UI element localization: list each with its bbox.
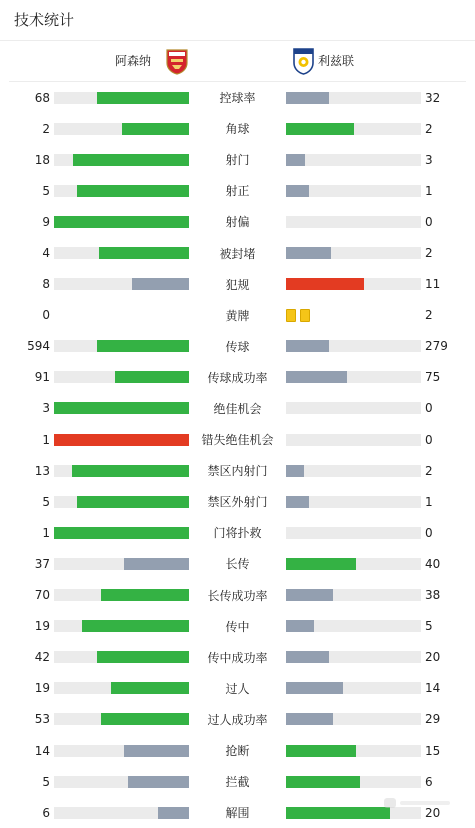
home-stat-bar-fill: [101, 589, 189, 601]
stat-row: [0, 766, 475, 797]
stat-row: [0, 393, 475, 424]
away-stat-value: 2: [425, 463, 433, 478]
stat-row: [0, 611, 475, 642]
home-stat-bar-fill: [101, 713, 189, 725]
home-stat-bar-fill: [97, 651, 189, 663]
home-stat-bar: [54, 807, 189, 819]
stat-row: [0, 424, 475, 455]
away-stat-bar: [286, 92, 421, 104]
home-stat-bar-fill: [158, 807, 189, 819]
stat-row: [0, 735, 475, 766]
stat-row: [0, 704, 475, 735]
home-stat-bar-fill: [132, 278, 189, 290]
away-stat-bar-fill: [286, 465, 304, 477]
away-stat-value: 40: [425, 556, 441, 571]
away-stat-value: 0: [425, 401, 433, 416]
home-stat-value: 19: [34, 681, 50, 696]
stat-row: [0, 113, 475, 144]
away-stat-bar: [286, 371, 421, 383]
stat-label: 被封堵: [219, 246, 256, 261]
away-stat-bar-fill: [286, 371, 347, 383]
away-stat-bar: [286, 154, 421, 166]
stat-row: [0, 642, 475, 673]
away-stat-value: 20: [425, 650, 441, 665]
home-stat-bar: [54, 92, 189, 104]
away-stat-bar: [286, 465, 421, 477]
home-stat-value: 42: [34, 650, 50, 665]
home-stat-value: 18: [34, 152, 50, 167]
away-stat-bar: [286, 402, 421, 414]
home-stat-bar-fill: [124, 558, 189, 570]
home-stat-value: 2: [42, 121, 50, 136]
home-stat-bar-fill: [54, 527, 189, 539]
home-stat-value: 68: [34, 90, 50, 105]
stat-label: 解围: [225, 806, 250, 821]
stat-row: [0, 548, 475, 579]
away-stat-value: 32: [425, 90, 441, 105]
home-stat-bar: [54, 185, 189, 197]
away-stat-bar: [286, 527, 421, 539]
away-stat-bar: [286, 340, 421, 352]
away-stat-bar-fill: [286, 745, 356, 757]
home-stat-bar: [54, 527, 189, 539]
home-stat-bar-fill: [122, 123, 190, 135]
away-stat-value: 1: [425, 494, 433, 509]
stat-label: 长传: [225, 557, 250, 572]
home-stat-value: 1: [42, 432, 50, 447]
away-stat-value: 2: [425, 246, 433, 261]
stat-label: 射门: [225, 153, 250, 168]
home-team-name[interactable]: 阿森纳: [114, 54, 151, 68]
home-stat-bar-fill: [82, 620, 189, 632]
away-stat-value: 11: [425, 277, 441, 292]
away-stat-value: 279: [425, 339, 448, 354]
stat-row: [0, 175, 475, 206]
stat-row: [0, 269, 475, 300]
home-stat-bar: [54, 402, 189, 414]
home-stat-bar-fill: [99, 247, 189, 259]
home-stat-bar-fill: [111, 682, 189, 694]
away-stat-bar-fill: [286, 620, 314, 632]
away-stat-bar: [286, 776, 421, 788]
away-stat-bar: [286, 620, 421, 632]
away-stat-bar-fill: [286, 154, 305, 166]
home-stat-value: 5: [42, 494, 50, 509]
stat-row: [0, 362, 475, 393]
away-stat-bar-fill: [286, 123, 354, 135]
home-stat-bar: [54, 340, 189, 352]
home-stat-bar: [54, 682, 189, 694]
stat-row: [0, 206, 475, 237]
stat-row: [0, 82, 475, 113]
away-stat-bar-fill: [286, 247, 331, 259]
home-stat-value: 4: [42, 246, 50, 261]
home-stat-bar-fill: [77, 496, 189, 508]
stat-label: 禁区外射门: [207, 495, 268, 510]
stat-label: 绝佳机会: [213, 401, 262, 416]
home-stat-value: 8: [42, 277, 50, 292]
teams-header: [9, 41, 466, 82]
away-stat-bar: [286, 216, 421, 228]
away-stat-value: 38: [425, 588, 441, 603]
away-stat-bar: [286, 434, 421, 446]
home-stat-bar: [54, 154, 189, 166]
home-stat-value: 19: [34, 619, 50, 634]
away-stat-bar-fill: [286, 185, 309, 197]
away-stat-bar-fill: [286, 340, 329, 352]
stat-label: 传球成功率: [207, 370, 268, 385]
stat-row: [0, 331, 475, 362]
home-stat-bar: [54, 278, 189, 290]
stat-label: 门将扑救: [213, 526, 262, 541]
stat-label: 射偏: [225, 215, 250, 230]
away-stat-bar: [286, 713, 421, 725]
away-stat-value: 75: [425, 370, 441, 385]
away-stat-value: 1: [425, 183, 433, 198]
stat-row: [0, 455, 475, 486]
home-stat-bar: [54, 371, 189, 383]
stat-label: 控球率: [219, 91, 256, 106]
watermark: [384, 796, 454, 813]
home-stat-value: 5: [42, 774, 50, 789]
home-stat-value: 5: [42, 183, 50, 198]
yellow-cards: [286, 309, 310, 322]
home-stat-bar-fill: [54, 402, 189, 414]
home-stat-bar: [54, 247, 189, 259]
away-stat-value: 14: [425, 681, 441, 696]
home-stat-bar-fill: [73, 154, 189, 166]
home-stat-bar: [54, 216, 189, 228]
away-stat-bar-fill: [286, 713, 333, 725]
away-stat-bar: [286, 185, 421, 197]
home-stat-value: 13: [34, 463, 50, 478]
away-stat-bar-fill: [286, 278, 364, 290]
away-stat-value: 0: [425, 525, 433, 540]
stat-row: [0, 673, 475, 704]
home-stat-value: 53: [34, 712, 50, 727]
stat-row: [0, 580, 475, 611]
home-stat-value: 37: [34, 556, 50, 571]
home-stat-value: 91: [34, 370, 50, 385]
away-stat-value: 0: [425, 432, 433, 447]
home-stat-bar-fill: [124, 745, 189, 757]
away-stat-bar: [286, 745, 421, 757]
home-stat-bar: [54, 589, 189, 601]
away-stat-value: 6: [425, 774, 433, 789]
stat-label: 犯规: [225, 277, 250, 292]
yellow-card-icon: [286, 309, 296, 322]
home-stat-bar: [54, 713, 189, 725]
stats-list: [0, 82, 475, 828]
home-stat-bar: [54, 496, 189, 508]
away-stat-value: 15: [425, 743, 441, 758]
away-stat-bar-fill: [286, 776, 360, 788]
home-stat-bar: [54, 745, 189, 757]
away-stat-bar-fill: [286, 496, 309, 508]
away-stat-bar: [286, 123, 421, 135]
away-stat-bar-fill: [286, 807, 390, 819]
home-stat-bar-fill: [77, 185, 189, 197]
away-stat-value: 2: [425, 308, 433, 323]
home-stat-bar-fill: [115, 371, 189, 383]
stat-label: 黄牌: [225, 308, 250, 323]
home-stat-bar-fill: [97, 92, 189, 104]
home-stat-value: 14: [34, 743, 50, 758]
stat-label: 错失绝佳机会: [201, 433, 274, 448]
stat-label: 抢断: [225, 744, 250, 759]
home-stat-value: 70: [34, 588, 50, 603]
stat-row: [0, 486, 475, 517]
home-stat-bar-fill: [72, 465, 189, 477]
home-stat-value: 3: [42, 401, 50, 416]
away-stat-bar: [286, 651, 421, 663]
away-stat-bar: [286, 682, 421, 694]
away-stat-bar: [286, 278, 421, 290]
stat-label: 禁区内射门: [207, 464, 268, 479]
away-stat-bar: [286, 589, 421, 601]
away-stat-value: 3: [425, 152, 433, 167]
arsenal-crest-icon[interactable]: [166, 49, 188, 75]
home-stat-bar: [54, 123, 189, 135]
home-stat-value: 594: [27, 339, 50, 354]
home-stat-bar: [54, 558, 189, 570]
away-stat-bar: [286, 247, 421, 259]
home-stat-bar-fill: [54, 434, 189, 446]
stat-label: 射正: [225, 184, 250, 199]
away-stat-bar-fill: [286, 92, 329, 104]
stat-row: [0, 237, 475, 268]
home-stat-value: 9: [42, 214, 50, 229]
page-title: 技术统计: [14, 11, 75, 29]
away-stat-bar: [286, 558, 421, 570]
away-stat-value: 29: [425, 712, 441, 727]
stat-label: 拦截: [225, 775, 250, 790]
home-stat-bar: [54, 620, 189, 632]
home-stat-bar-fill: [54, 216, 189, 228]
stat-row: [0, 300, 475, 331]
stat-label: 过人成功率: [207, 712, 268, 727]
away-stat-bar: [286, 496, 421, 508]
away-stat-bar-fill: [286, 682, 343, 694]
away-stat-value: 5: [425, 619, 433, 634]
stat-label: 长传成功率: [207, 588, 268, 603]
home-stat-bar: [54, 776, 189, 788]
away-stat-value: 20: [425, 805, 441, 820]
away-stat-bar-fill: [286, 558, 356, 570]
home-stat-value: 6: [42, 805, 50, 820]
home-stat-bar: [54, 465, 189, 477]
stat-label: 角球: [225, 122, 250, 137]
yellow-card-icon: [300, 309, 310, 322]
home-stat-value: 0: [42, 308, 50, 323]
stat-label: 传球: [225, 339, 250, 354]
home-stat-bar: [54, 434, 189, 446]
leeds-crest-icon[interactable]: [292, 48, 315, 75]
stat-row: [0, 517, 475, 548]
stat-label: 过人: [225, 681, 250, 696]
stat-label: 传中成功率: [207, 650, 268, 665]
home-stat-bar-fill: [128, 776, 189, 788]
away-stat-bar-fill: [286, 651, 329, 663]
away-stat-value: 0: [425, 214, 433, 229]
home-stat-value: 1: [42, 525, 50, 540]
home-stat-bar: [54, 651, 189, 663]
home-stat-bar-fill: [97, 340, 189, 352]
away-stat-value: 2: [425, 121, 433, 136]
away-team-name[interactable]: 利兹联: [318, 54, 355, 68]
away-stat-bar-fill: [286, 589, 333, 601]
stat-row: [0, 144, 475, 175]
stat-label: 传中: [225, 619, 250, 634]
